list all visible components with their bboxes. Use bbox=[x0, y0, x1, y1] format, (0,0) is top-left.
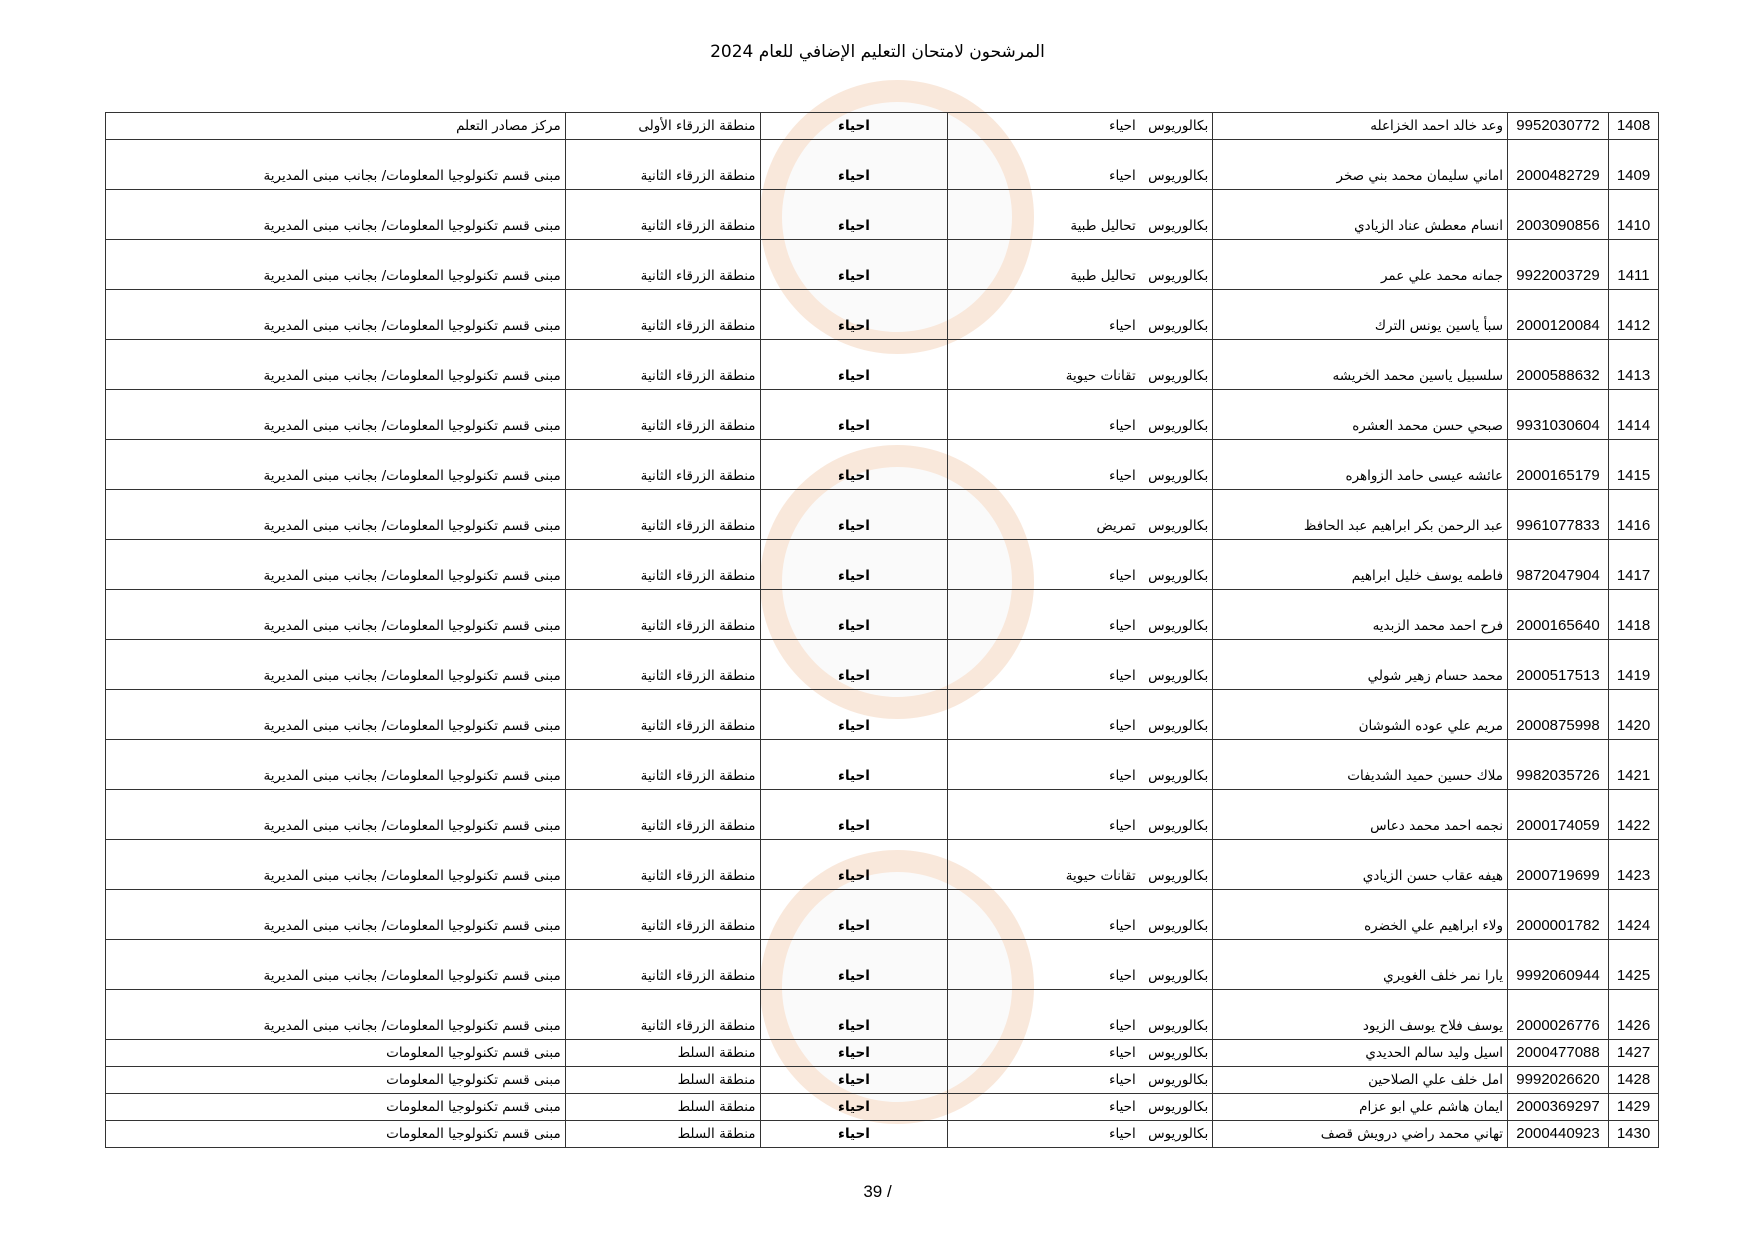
national-id-cell: 2000719699 bbox=[1508, 840, 1609, 890]
candidate-name-cell: مريم علي عوده الشوشان bbox=[1213, 690, 1508, 740]
table-row bbox=[106, 940, 1659, 990]
subject-cell: احياء bbox=[760, 690, 948, 740]
major-cell: تحاليل طبية bbox=[948, 190, 1140, 240]
subject-cell: احياء bbox=[760, 640, 948, 690]
candidate-name-cell: جمانه محمد علي عمر bbox=[1213, 240, 1508, 290]
degree-cell: بكالوريوس bbox=[1140, 240, 1213, 290]
row-number-cell: 1424 bbox=[1609, 890, 1659, 940]
subject-cell: احياء bbox=[760, 1121, 948, 1148]
row-number-cell: 1413 bbox=[1609, 340, 1659, 390]
major-cell: احياء bbox=[948, 990, 1140, 1040]
candidate-name-cell: وعد خالد احمد الخزاعله bbox=[1213, 113, 1508, 140]
table-row bbox=[106, 590, 1659, 640]
major-cell: احياء bbox=[948, 440, 1140, 490]
exam-center-cell: مبنى قسم تكنولوجيا المعلومات bbox=[106, 1040, 566, 1067]
major-cell: احياء bbox=[948, 1121, 1140, 1148]
exam-center-cell: مبنى قسم تكنولوجيا المعلومات/ بجانب مبنى المديرية bbox=[106, 490, 566, 540]
table-row bbox=[106, 1121, 1659, 1148]
table-row bbox=[106, 440, 1659, 490]
page-number: 39 / bbox=[863, 1182, 892, 1201]
national-id-cell: 2000165179 bbox=[1508, 440, 1609, 490]
candidate-name-cell: صبحي حسن محمد العشره bbox=[1213, 390, 1508, 440]
major-cell: احياء bbox=[948, 113, 1140, 140]
major-cell: احياء bbox=[948, 640, 1140, 690]
major-cell: احياء bbox=[948, 940, 1140, 990]
row-number-cell: 1427 bbox=[1609, 1040, 1659, 1067]
exam-center-cell: مبنى قسم تكنولوجيا المعلومات/ بجانب مبنى المديرية bbox=[106, 640, 566, 690]
exam-center-cell: مبنى قسم تكنولوجيا المعلومات/ بجانب مبنى المديرية bbox=[106, 190, 566, 240]
row-number-cell: 1429 bbox=[1609, 1094, 1659, 1121]
row-number-cell: 1408 bbox=[1609, 113, 1659, 140]
candidate-name-cell: اسيل وليد سالم الحديدي bbox=[1213, 1040, 1508, 1067]
candidate-name-cell: عائشه عيسى حامد الزواهره bbox=[1213, 440, 1508, 490]
degree-cell: بكالوريوس bbox=[1140, 190, 1213, 240]
exam-center-cell: مبنى قسم تكنولوجيا المعلومات bbox=[106, 1094, 566, 1121]
row-number-cell: 1425 bbox=[1609, 940, 1659, 990]
subject-cell: احياء bbox=[760, 790, 948, 840]
candidate-name-cell: يوسف فلاح يوسف الزيود bbox=[1213, 990, 1508, 1040]
national-id-cell: 2000477088 bbox=[1508, 1040, 1609, 1067]
subject-cell: احياء bbox=[760, 840, 948, 890]
national-id-cell: 2000588632 bbox=[1508, 340, 1609, 390]
region-cell: منطقة الزرقاء الثانية bbox=[565, 590, 760, 640]
national-id-cell: 9922003729 bbox=[1508, 240, 1609, 290]
national-id-cell: 2000165640 bbox=[1508, 590, 1609, 640]
candidate-name-cell: امل خلف علي الصلاحين bbox=[1213, 1067, 1508, 1094]
major-cell: احياء bbox=[948, 390, 1140, 440]
subject-cell: احياء bbox=[760, 113, 948, 140]
candidate-name-cell: ملاك حسين حميد الشديفات bbox=[1213, 740, 1508, 790]
subject-cell: احياء bbox=[760, 290, 948, 340]
candidate-name-cell: نجمه احمد محمد دعاس bbox=[1213, 790, 1508, 840]
exam-center-cell: مبنى قسم تكنولوجيا المعلومات/ بجانب مبنى المديرية bbox=[106, 940, 566, 990]
region-cell: منطقة الزرقاء الثانية bbox=[565, 690, 760, 740]
table-row bbox=[106, 890, 1659, 940]
major-cell: احياء bbox=[948, 890, 1140, 940]
exam-center-cell: مبنى قسم تكنولوجيا المعلومات/ بجانب مبنى المديرية bbox=[106, 540, 566, 590]
major-cell: احياء bbox=[948, 140, 1140, 190]
row-number-cell: 1415 bbox=[1609, 440, 1659, 490]
national-id-cell: 2000517513 bbox=[1508, 640, 1609, 690]
degree-cell: بكالوريوس bbox=[1140, 1040, 1213, 1067]
page-title: المرشحون لامتحان التعليم الإضافي للعام 2024 bbox=[710, 42, 1045, 62]
candidate-name-cell: سبأ ياسين يونس الترك bbox=[1213, 290, 1508, 340]
national-id-cell: 9961077833 bbox=[1508, 490, 1609, 540]
degree-cell: بكالوريوس bbox=[1140, 940, 1213, 990]
table-row bbox=[106, 190, 1659, 240]
region-cell: منطقة الزرقاء الثانية bbox=[565, 540, 760, 590]
candidate-name-cell: سلسبيل ياسين محمد الخريشه bbox=[1213, 340, 1508, 390]
exam-center-cell: مبنى قسم تكنولوجيا المعلومات/ بجانب مبنى المديرية bbox=[106, 690, 566, 740]
subject-cell: احياء bbox=[760, 340, 948, 390]
region-cell: منطقة الزرقاء الثانية bbox=[565, 790, 760, 840]
degree-cell: بكالوريوس bbox=[1140, 340, 1213, 390]
subject-cell: احياء bbox=[760, 140, 948, 190]
row-number-cell: 1414 bbox=[1609, 390, 1659, 440]
region-cell: منطقة الزرقاء الثانية bbox=[565, 640, 760, 690]
table-row bbox=[106, 1067, 1659, 1094]
row-number-cell: 1412 bbox=[1609, 290, 1659, 340]
table-row bbox=[106, 740, 1659, 790]
major-cell: احياء bbox=[948, 790, 1140, 840]
candidates-table bbox=[105, 112, 1659, 1148]
table-row bbox=[106, 540, 1659, 590]
degree-cell: بكالوريوس bbox=[1140, 590, 1213, 640]
row-number-cell: 1410 bbox=[1609, 190, 1659, 240]
major-cell: احياء bbox=[948, 1040, 1140, 1067]
row-number-cell: 1419 bbox=[1609, 640, 1659, 690]
exam-center-cell: مبنى قسم تكنولوجيا المعلومات/ بجانب مبنى المديرية bbox=[106, 340, 566, 390]
row-number-cell: 1411 bbox=[1609, 240, 1659, 290]
subject-cell: احياء bbox=[760, 490, 948, 540]
subject-cell: احياء bbox=[760, 540, 948, 590]
degree-cell: بكالوريوس bbox=[1140, 390, 1213, 440]
candidate-name-cell: ايمان هاشم علي ابو عزام bbox=[1213, 1094, 1508, 1121]
exam-center-cell: مبنى قسم تكنولوجيا المعلومات/ بجانب مبنى المديرية bbox=[106, 890, 566, 940]
subject-cell: احياء bbox=[760, 440, 948, 490]
row-number-cell: 1423 bbox=[1609, 840, 1659, 890]
table-row bbox=[106, 640, 1659, 690]
table-row bbox=[106, 340, 1659, 390]
candidate-name-cell: اماني سليمان محمد بني صخر bbox=[1213, 140, 1508, 190]
major-cell: تقانات حيوية bbox=[948, 340, 1140, 390]
major-cell: احياء bbox=[948, 540, 1140, 590]
degree-cell: بكالوريوس bbox=[1140, 490, 1213, 540]
candidate-name-cell: فاطمه يوسف خليل ابراهيم bbox=[1213, 540, 1508, 590]
national-id-cell: 2000440923 bbox=[1508, 1121, 1609, 1148]
national-id-cell: 2000026776 bbox=[1508, 990, 1609, 1040]
region-cell: منطقة الزرقاء الثانية bbox=[565, 490, 760, 540]
subject-cell: احياء bbox=[760, 890, 948, 940]
table-row bbox=[106, 690, 1659, 740]
table-row bbox=[106, 240, 1659, 290]
row-number-cell: 1426 bbox=[1609, 990, 1659, 1040]
region-cell: منطقة السلط bbox=[565, 1040, 760, 1067]
region-cell: منطقة الزرقاء الثانية bbox=[565, 390, 760, 440]
region-cell: منطقة الزرقاء الثانية bbox=[565, 840, 760, 890]
degree-cell: بكالوريوس bbox=[1140, 990, 1213, 1040]
exam-center-cell: مبنى قسم تكنولوجيا المعلومات/ بجانب مبنى المديرية bbox=[106, 790, 566, 840]
row-number-cell: 1422 bbox=[1609, 790, 1659, 840]
degree-cell: بكالوريوس bbox=[1140, 113, 1213, 140]
table-row bbox=[106, 290, 1659, 340]
subject-cell: احياء bbox=[760, 1067, 948, 1094]
table-row bbox=[106, 1040, 1659, 1067]
region-cell: منطقة السلط bbox=[565, 1094, 760, 1121]
major-cell: احياء bbox=[948, 590, 1140, 640]
degree-cell: بكالوريوس bbox=[1140, 1067, 1213, 1094]
degree-cell: بكالوريوس bbox=[1140, 890, 1213, 940]
region-cell: منطقة الزرقاء الثانية bbox=[565, 440, 760, 490]
table-row bbox=[106, 790, 1659, 840]
degree-cell: بكالوريوس bbox=[1140, 690, 1213, 740]
degree-cell: بكالوريوس bbox=[1140, 1094, 1213, 1121]
degree-cell: بكالوريوس bbox=[1140, 740, 1213, 790]
national-id-cell: 2000482729 bbox=[1508, 140, 1609, 190]
region-cell: منطقة الزرقاء الأولى bbox=[565, 113, 760, 140]
candidate-name-cell: محمد حسام زهير شولي bbox=[1213, 640, 1508, 690]
national-id-cell: 9872047904 bbox=[1508, 540, 1609, 590]
exam-center-cell: مبنى قسم تكنولوجيا المعلومات/ بجانب مبنى المديرية bbox=[106, 390, 566, 440]
exam-center-cell: مبنى قسم تكنولوجيا المعلومات/ بجانب مبنى المديرية bbox=[106, 140, 566, 190]
candidate-name-cell: تهاني محمد راضي درويش قصف bbox=[1213, 1121, 1508, 1148]
candidate-name-cell: هيفه عقاب حسن الزيادي bbox=[1213, 840, 1508, 890]
row-number-cell: 1417 bbox=[1609, 540, 1659, 590]
national-id-cell: 2000174059 bbox=[1508, 790, 1609, 840]
exam-center-cell: مبنى قسم تكنولوجيا المعلومات/ بجانب مبنى المديرية bbox=[106, 440, 566, 490]
region-cell: منطقة الزرقاء الثانية bbox=[565, 240, 760, 290]
major-cell: تقانات حيوية bbox=[948, 840, 1140, 890]
table-row bbox=[106, 990, 1659, 1040]
region-cell: منطقة الزرقاء الثانية bbox=[565, 290, 760, 340]
major-cell: احياء bbox=[948, 690, 1140, 740]
row-number-cell: 1428 bbox=[1609, 1067, 1659, 1094]
national-id-cell: 2000120084 bbox=[1508, 290, 1609, 340]
region-cell: منطقة السلط bbox=[565, 1067, 760, 1094]
degree-cell: بكالوريوس bbox=[1140, 140, 1213, 190]
subject-cell: احياء bbox=[760, 190, 948, 240]
major-cell: تمريض bbox=[948, 490, 1140, 540]
region-cell: منطقة الزرقاء الثانية bbox=[565, 140, 760, 190]
subject-cell: احياء bbox=[760, 390, 948, 440]
degree-cell: بكالوريوس bbox=[1140, 440, 1213, 490]
degree-cell: بكالوريوس bbox=[1140, 790, 1213, 840]
subject-cell: احياء bbox=[760, 940, 948, 990]
national-id-cell: 2000001782 bbox=[1508, 890, 1609, 940]
subject-cell: احياء bbox=[760, 1040, 948, 1067]
exam-center-cell: مبنى قسم تكنولوجيا المعلومات/ بجانب مبنى المديرية bbox=[106, 290, 566, 340]
region-cell: منطقة الزرقاء الثانية bbox=[565, 990, 760, 1040]
national-id-cell: 9982035726 bbox=[1508, 740, 1609, 790]
subject-cell: احياء bbox=[760, 740, 948, 790]
candidate-name-cell: انسام معطش عناد الزيادي bbox=[1213, 190, 1508, 240]
subject-cell: احياء bbox=[760, 590, 948, 640]
national-id-cell: 9992060944 bbox=[1508, 940, 1609, 990]
table-row bbox=[106, 390, 1659, 440]
exam-center-cell: مبنى قسم تكنولوجيا المعلومات/ بجانب مبنى المديرية bbox=[106, 840, 566, 890]
degree-cell: بكالوريوس bbox=[1140, 640, 1213, 690]
candidate-name-cell: عبد الرحمن بكر ابراهيم عبد الحافظ bbox=[1213, 490, 1508, 540]
region-cell: منطقة الزرقاء الثانية bbox=[565, 940, 760, 990]
row-number-cell: 1421 bbox=[1609, 740, 1659, 790]
exam-center-cell: مبنى قسم تكنولوجيا المعلومات/ بجانب مبنى المديرية bbox=[106, 990, 566, 1040]
row-number-cell: 1409 bbox=[1609, 140, 1659, 190]
region-cell: منطقة الزرقاء الثانية bbox=[565, 190, 760, 240]
exam-center-cell: مبنى قسم تكنولوجيا المعلومات/ بجانب مبنى المديرية bbox=[106, 740, 566, 790]
exam-center-cell: مبنى قسم تكنولوجيا المعلومات bbox=[106, 1067, 566, 1094]
major-cell: احياء bbox=[948, 1067, 1140, 1094]
major-cell: تحاليل طبية bbox=[948, 240, 1140, 290]
exam-center-cell: مبنى قسم تكنولوجيا المعلومات/ بجانب مبنى المديرية bbox=[106, 590, 566, 640]
major-cell: احياء bbox=[948, 740, 1140, 790]
national-id-cell: 9952030772 bbox=[1508, 113, 1609, 140]
national-id-cell: 2000369297 bbox=[1508, 1094, 1609, 1121]
region-cell: منطقة الزرقاء الثانية bbox=[565, 890, 760, 940]
exam-center-cell: مركز مصادر التعلم bbox=[106, 113, 566, 140]
exam-center-cell: مبنى قسم تكنولوجيا المعلومات/ بجانب مبنى المديرية bbox=[106, 240, 566, 290]
row-number-cell: 1418 bbox=[1609, 590, 1659, 640]
table-row bbox=[106, 840, 1659, 890]
degree-cell: بكالوريوس bbox=[1140, 290, 1213, 340]
candidate-name-cell: يارا نمر خلف الغويري bbox=[1213, 940, 1508, 990]
degree-cell: بكالوريوس bbox=[1140, 540, 1213, 590]
major-cell: احياء bbox=[948, 290, 1140, 340]
candidate-name-cell: ولاء ابراهيم علي الخضره bbox=[1213, 890, 1508, 940]
row-number-cell: 1430 bbox=[1609, 1121, 1659, 1148]
region-cell: منطقة الزرقاء الثانية bbox=[565, 340, 760, 390]
major-cell: احياء bbox=[948, 1094, 1140, 1121]
degree-cell: بكالوريوس bbox=[1140, 840, 1213, 890]
exam-center-cell: مبنى قسم تكنولوجيا المعلومات bbox=[106, 1121, 566, 1148]
national-id-cell: 9992026620 bbox=[1508, 1067, 1609, 1094]
table-row bbox=[106, 1094, 1659, 1121]
table-row bbox=[106, 113, 1659, 140]
region-cell: منطقة السلط bbox=[565, 1121, 760, 1148]
candidate-name-cell: فرح احمد محمد الزبديه bbox=[1213, 590, 1508, 640]
table-row bbox=[106, 490, 1659, 540]
row-number-cell: 1420 bbox=[1609, 690, 1659, 740]
degree-cell: بكالوريوس bbox=[1140, 1121, 1213, 1148]
subject-cell: احياء bbox=[760, 990, 948, 1040]
national-id-cell: 2003090856 bbox=[1508, 190, 1609, 240]
row-number-cell: 1416 bbox=[1609, 490, 1659, 540]
subject-cell: احياء bbox=[760, 1094, 948, 1121]
region-cell: منطقة الزرقاء الثانية bbox=[565, 740, 760, 790]
national-id-cell: 9931030604 bbox=[1508, 390, 1609, 440]
subject-cell: احياء bbox=[760, 240, 948, 290]
table-row bbox=[106, 140, 1659, 190]
national-id-cell: 2000875998 bbox=[1508, 690, 1609, 740]
